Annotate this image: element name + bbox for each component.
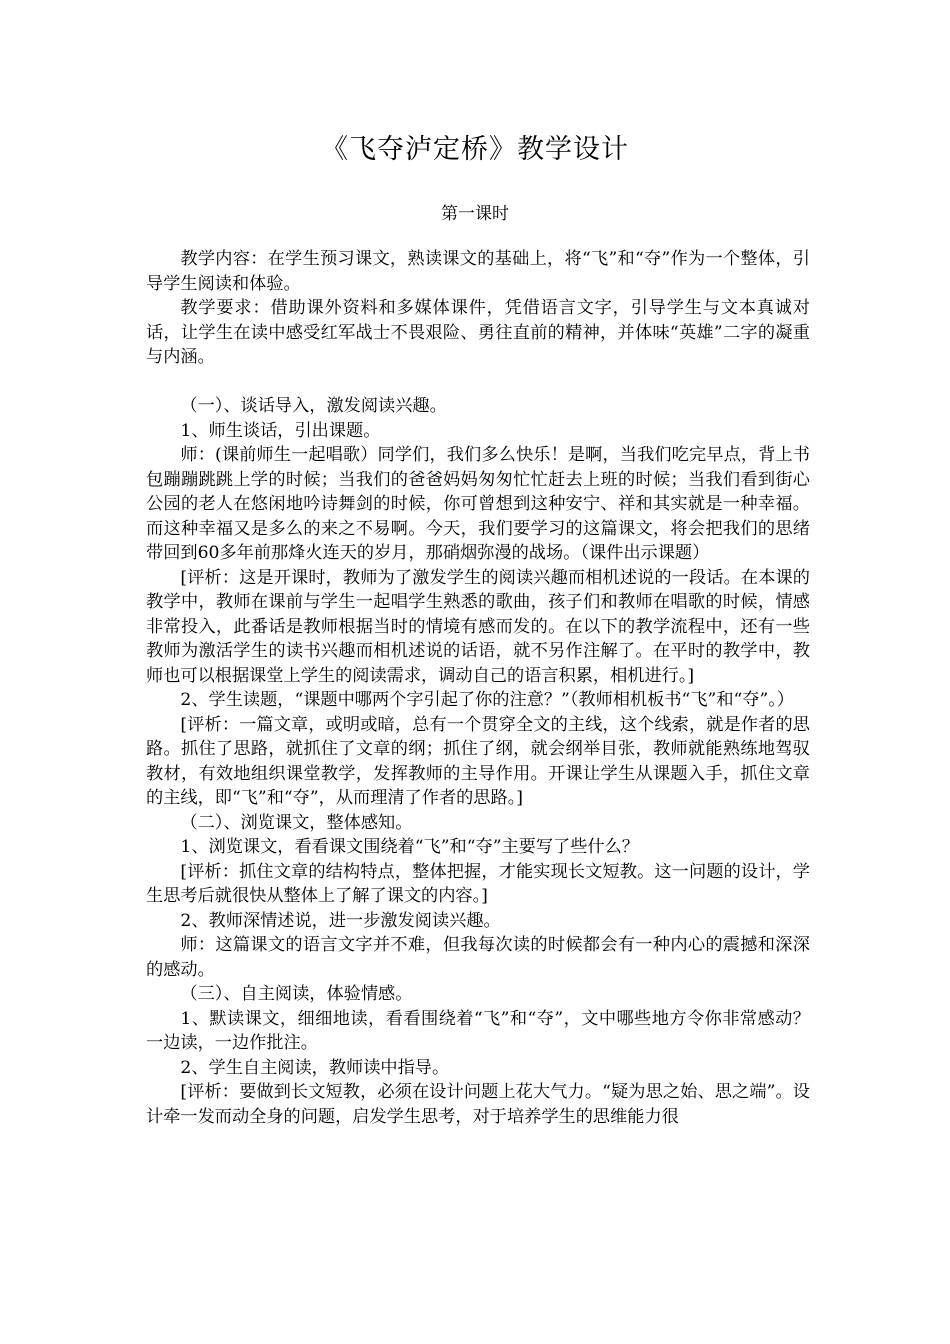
paragraph-teaching-requirements: 教学要求：借助课外资料和多媒体课件，凭借语言文字，引导学生与文本真诚对话，让学生在读中感受红军战士不畏艰险、勇往直前的精神，并体味“英雄”二字的凝重与内涵。	[146, 298, 810, 367]
commentary-paragraph: [评析：要做到长文短教，必须在设计问题上花大气力。“疑为思之始、思之端”。设计牵一发而动全身的问题，启发学生思考，对于培养学生的思维能力很	[146, 1082, 810, 1127]
document-body	[146, 247, 810, 1129]
document-title: 《飞夺泸定桥》教学设计	[321, 134, 629, 165]
paragraph: 师：(课前师生一起唱歌）同学们，我们多么快乐！是啊，当我们吃完早点，背上书包蹦蹦跳跳上学的时候；当我们的爸爸妈妈匆匆忙忙赶去上班的时候；当我们看到街心公园的老人在悠闲地吟诗舞剑的时候，你可曾想到这种安宁、祥和其实就是一种幸福。而这种幸福又是多么的来之不易啊。今天，我们要学习的这篇课文，将会把我们的思绪带回到60多年前那烽火连天的岁月，那硝烟弥漫的战场。（课件出示课题）	[146, 445, 810, 563]
paragraph: 师：这篇课文的语言文字并不难，但我每次读的时候都会有一种内心的震撼和深深的感动。	[146, 935, 810, 980]
paragraph: 2、学生读题，“课题中哪两个字引起了你的注意？”（教师相机板书“飞”和“夺”。）	[180, 690, 795, 710]
paragraph: 2、教师深情述说，进一步激发阅读兴趣。	[180, 910, 501, 931]
lesson-period-subtitle: 第一课时	[441, 204, 509, 224]
section-heading-2: （二）、浏览课文，整体感知。	[180, 812, 413, 833]
paragraph-teaching-content: 教学内容：在学生预习课文，熟读课文的基础上，将“飞”和“夺”作为一个整体，引导学生阅读和体验。	[146, 249, 810, 294]
commentary-paragraph: [评析：抓住文章的结构特点，整体把握，才能实现长文短教。这一问题的设计，学生思考后就很快从整体上了解了课文的内容。]	[146, 861, 810, 906]
paragraph: 1、师生谈话，引出课题。	[180, 420, 381, 441]
paragraph: 1、默读课文，细细地读，看看围绕着“飞”和“夺”，文中哪些地方令你非常感动？一边读，一边作批注。	[146, 1008, 810, 1053]
paragraph: 2、学生自主阅读，教师读中指导。	[180, 1057, 450, 1078]
section-heading-1: （一）、谈话导入，激发阅读兴趣。	[180, 396, 447, 416]
section-heading-3: （三）、自主阅读，体验情感。	[180, 984, 413, 1004]
commentary-paragraph: [评析：这是开课时，教师为了激发学生的阅读兴趣而相机述说的一段话。在本课的教学中，教师在课前与学生一起唱学生熟悉的歌曲，孩子们和教师在唱歌的时候，情感非常投入，此番话是教师根据当时的情境有感而发的。在以下的教学流程中，还有一些教师为激活学生的读书兴趣而相机述说的话语，就不另作注解了。在平时的教学中，教师也可以根据课堂上学生的阅读需求，调动自己的语言积累，相机进行。]	[146, 567, 810, 686]
paragraph: 1、浏览课文，看看课文围绕着“飞”和“夺”主要写了些什么？	[180, 837, 639, 857]
commentary-paragraph: [评析：一篇文章，或明或暗，总有一个贯穿全文的主线，这个线索，就是作者的思路。抓住了思路，就抓住了文章的纲；抓住了纲，就会纲举目张，教师就能熟练地驾驭教材，有效地组织课堂教学，发挥教师的主导作用。开课让学生从课题入手，抓住文章的主线，即“飞”和“夺”，从而理清了作者的思路。]	[146, 714, 810, 808]
